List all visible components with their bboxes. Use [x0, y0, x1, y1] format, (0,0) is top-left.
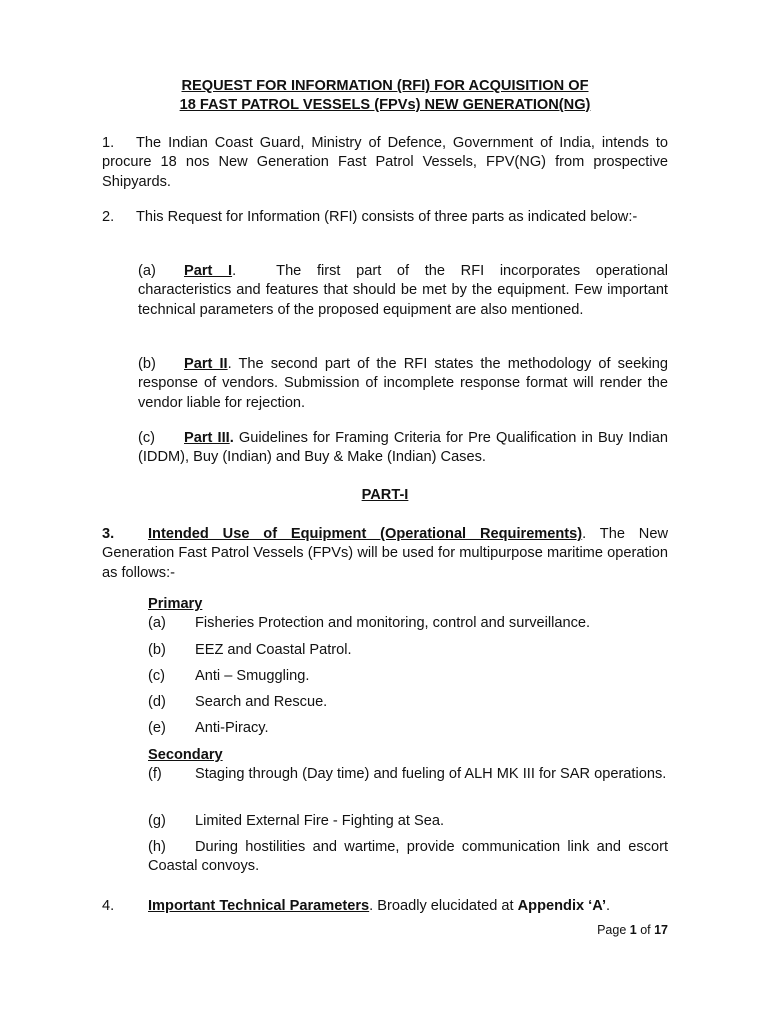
- item-label: (b): [138, 356, 156, 372]
- part-sep: .: [232, 263, 237, 279]
- section-title: Important Technical Parameters: [148, 898, 370, 914]
- paragraph-text: . Broadly elucidated at: [369, 898, 518, 914]
- item-text: Search and Rescue.: [195, 694, 328, 710]
- item-text: Limited External Fire - Fighting at Sea.: [195, 813, 445, 829]
- title-line-2: 18 FAST PATROL VESSELS (FPVs) NEW GENERATION(NG): [179, 97, 591, 113]
- secondary-item: [148, 812, 668, 831]
- secondary-item: [148, 838, 668, 877]
- item-label: (f): [148, 766, 162, 782]
- primary-item: [148, 693, 668, 712]
- primary-item: [148, 719, 668, 738]
- item-label: (a): [138, 263, 156, 279]
- item-text: Staging through (Day time) and fueling of ALH MK III for SAR operations.: [195, 766, 667, 782]
- item-label: (a): [148, 615, 166, 631]
- part-title: Part III: [184, 430, 230, 446]
- primary-heading: Primary: [148, 596, 203, 612]
- item-text: Anti-Piracy.: [195, 720, 269, 736]
- paragraph-number: 2.: [102, 209, 115, 225]
- primary-item: [148, 614, 668, 633]
- secondary-item: [148, 765, 668, 784]
- item-label: (e): [148, 720, 166, 736]
- paragraph-3: [102, 525, 668, 583]
- paragraph-4: [102, 897, 668, 916]
- part-title: Part I: [184, 263, 233, 279]
- item-text: Anti – Smuggling.: [195, 668, 310, 684]
- part-sep: .: [227, 356, 232, 372]
- item-label: (g): [148, 813, 166, 829]
- footer-of: of: [636, 923, 655, 937]
- item-text: EEZ and Coastal Patrol.: [195, 642, 352, 658]
- document-title: [102, 77, 668, 115]
- paragraph-2: [102, 208, 668, 227]
- item-text: During hostilities and wartime, provide communication link and escort Coastal convoys.: [148, 839, 668, 875]
- footer-prefix: Page: [597, 923, 630, 937]
- paragraph-text: The Indian Coast Guard, Ministry of Defence, Government of India, intends to procure 18 nos New Generation Fast Patrol Vessels, FPV(NG) from prospective Shipyards.: [102, 135, 668, 190]
- paragraph-number: 1.: [102, 135, 115, 151]
- section-title: Intended Use of Equipment (Operational Requirements): [148, 526, 583, 542]
- part-text: The second part of the RFI states the methodology of seeking response of vendors. Submission of incomplete response format will render the vendor liable for rejection.: [138, 356, 668, 411]
- appendix-ref: Appendix ‘A’: [517, 898, 607, 914]
- item-label: (h): [148, 839, 166, 855]
- paragraph-number: 3.: [102, 526, 115, 542]
- page-footer: [597, 923, 668, 937]
- item-label: (c): [138, 430, 156, 446]
- item-text: Fisheries Protection and monitoring, control and surveillance.: [195, 615, 591, 631]
- paragraph-text: This Request for Information (RFI) consists of three parts as indicated below:-: [136, 209, 638, 225]
- page-number: 1: [629, 923, 637, 937]
- part-heading: PART-I: [361, 487, 409, 503]
- primary-item: [148, 641, 668, 660]
- item-label: (d): [148, 694, 166, 710]
- part-text: The first part of the RFI incorporates operational characteristics and features that should be met by the equipment. Few important technical parameters of the proposed equipment are also mentioned.: [138, 263, 668, 318]
- paragraph-number: 4.: [102, 898, 115, 914]
- paragraph-end: .: [606, 898, 611, 914]
- item-label: (b): [148, 642, 166, 658]
- part-a-item: [138, 262, 668, 320]
- part-b-item: [138, 355, 668, 413]
- primary-item: [148, 667, 668, 686]
- part-text: Guidelines for Framing Criteria for Pre Qualification in Buy Indian (IDDM), Buy (Indian) and Buy & Make (Indian) Cases.: [138, 430, 668, 466]
- title-line-1: REQUEST FOR INFORMATION (RFI) FOR ACQUISITION OF: [181, 78, 589, 94]
- paragraph-text: . The New Generation Fast Patrol Vessels (FPVs) will be used for multipurpose maritime operation as follows:-: [102, 526, 668, 581]
- part-c-item: [138, 429, 668, 468]
- item-label: (c): [148, 668, 166, 684]
- secondary-heading: Secondary: [148, 747, 223, 763]
- part-sep: .: [229, 430, 234, 446]
- page-total: 17: [654, 923, 668, 937]
- paragraph-1: [102, 134, 668, 192]
- part-title: Part II: [184, 356, 228, 372]
